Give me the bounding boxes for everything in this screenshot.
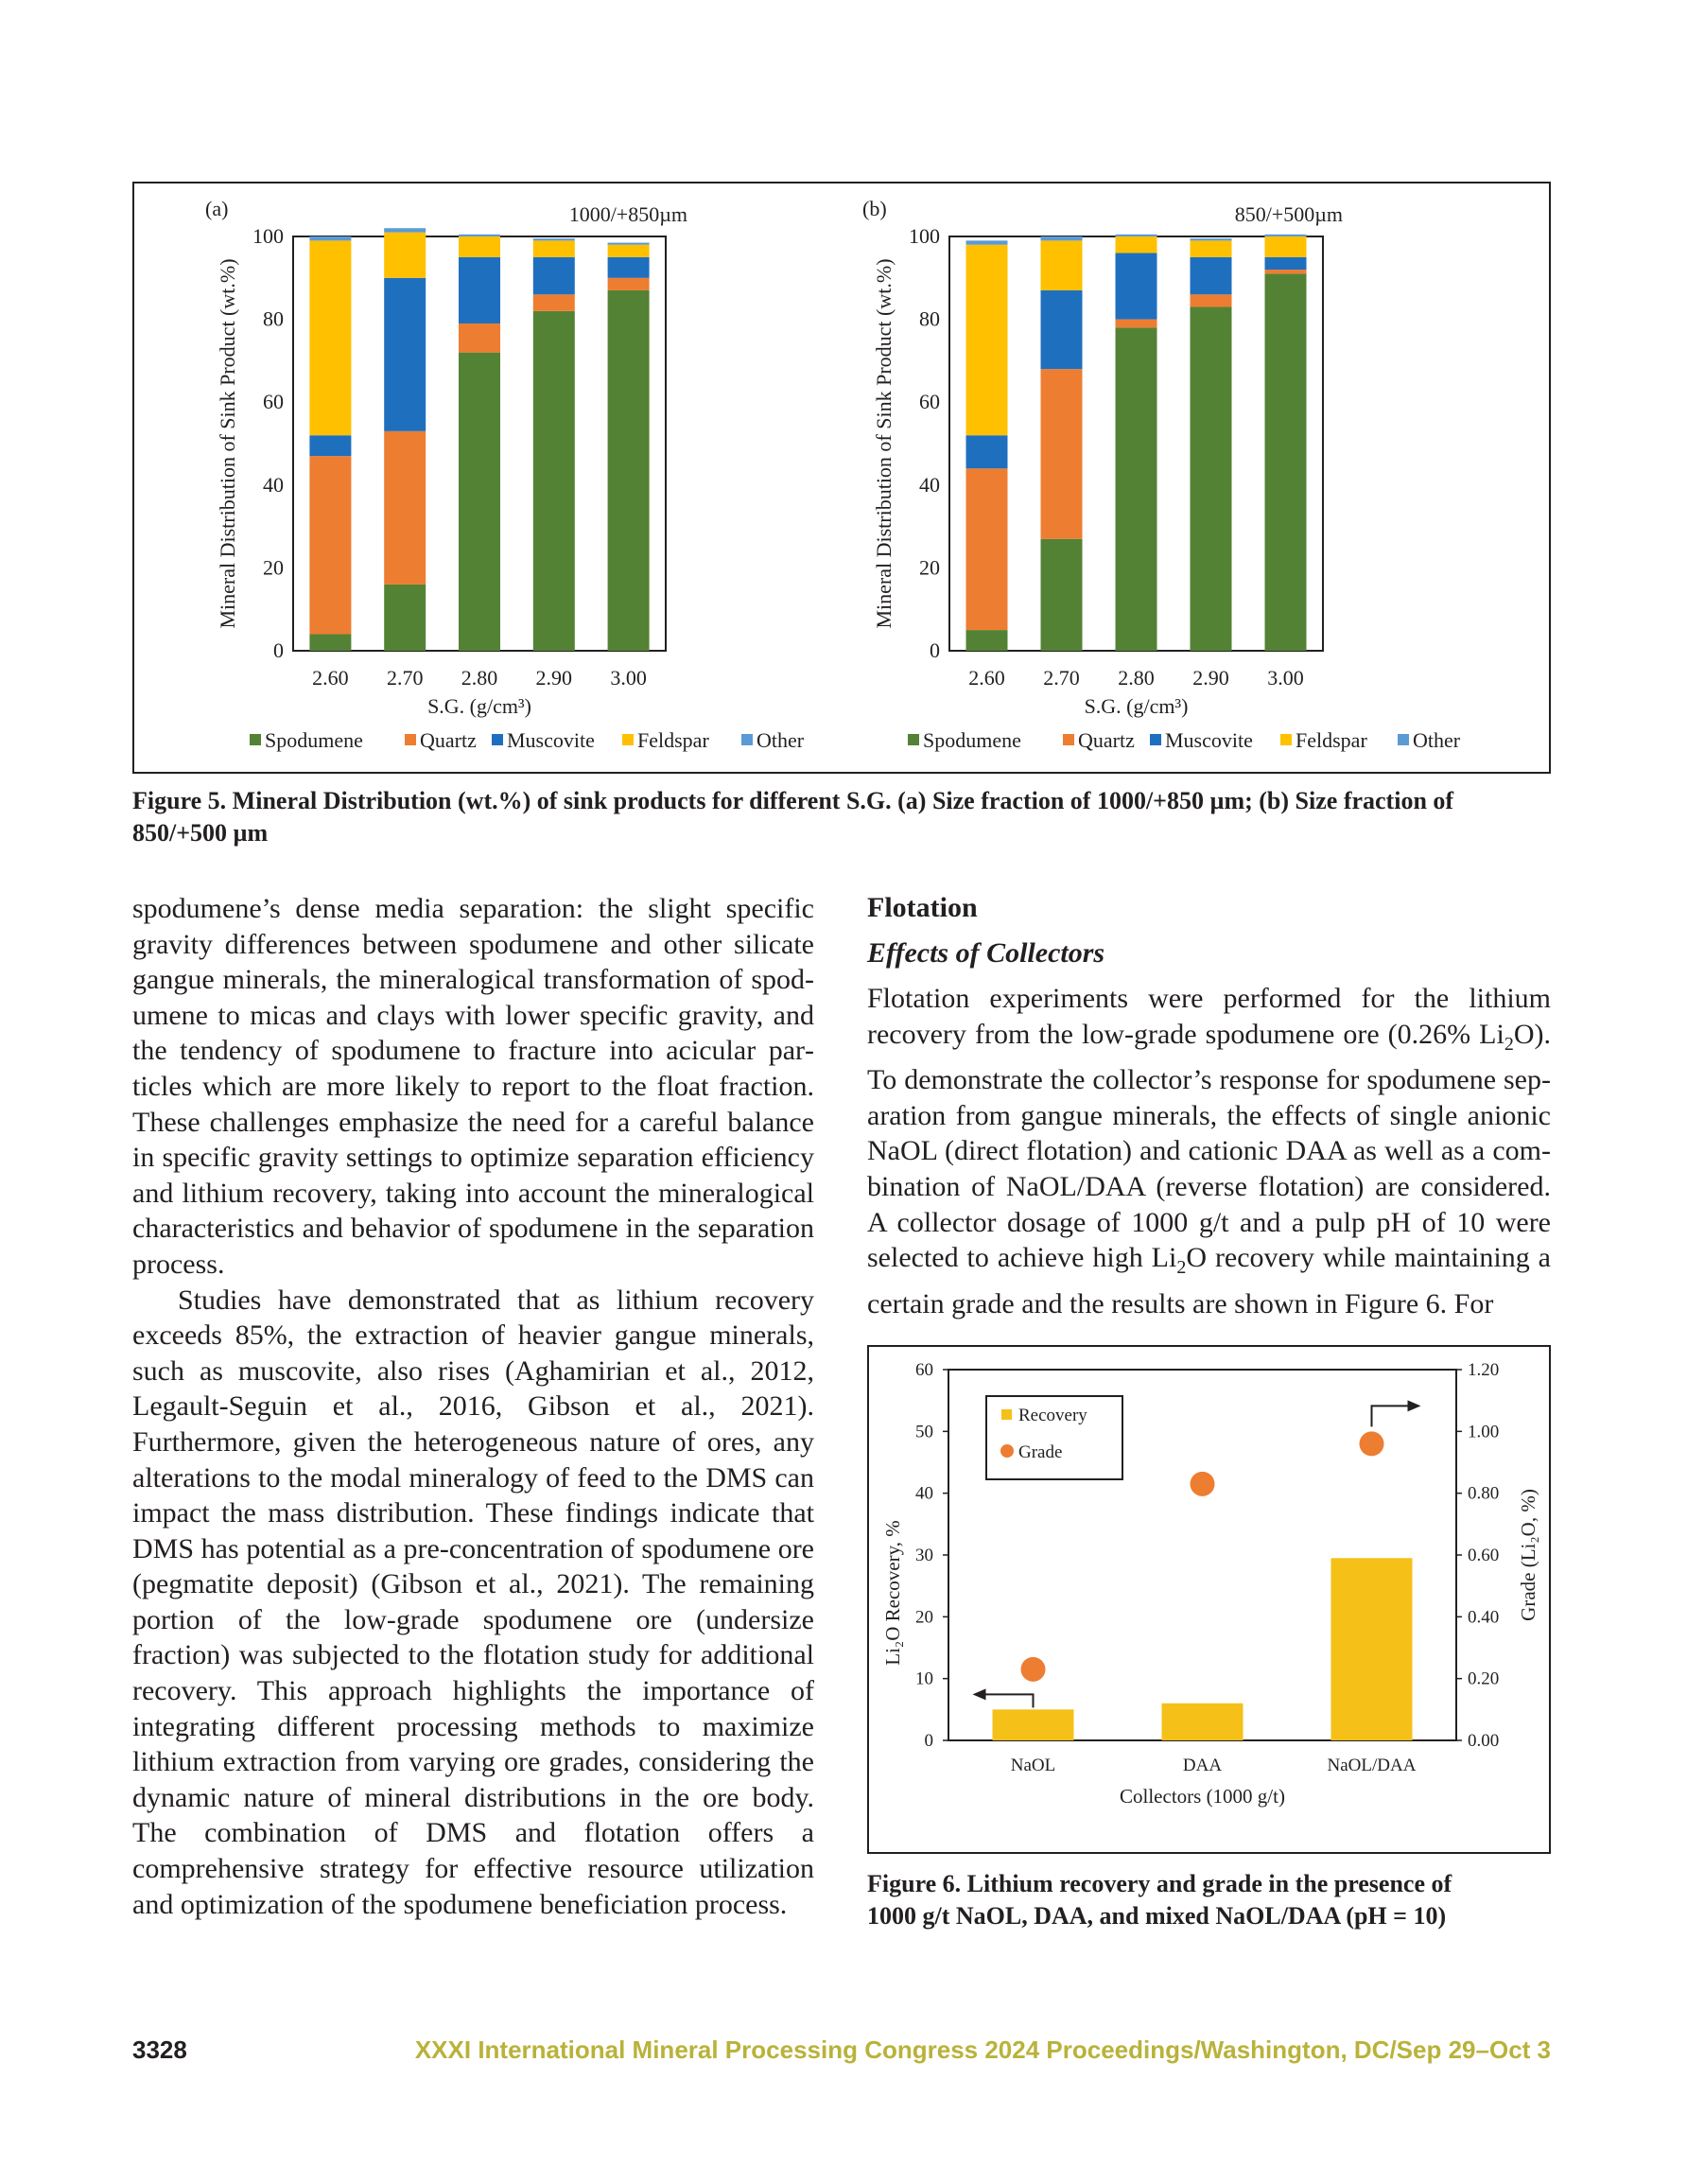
bar-segment-spodumene [966, 630, 1008, 651]
bar-segment-quartz [309, 456, 351, 634]
bar-segment-feldspar [1191, 240, 1232, 257]
legend-swatch-spodumene [908, 734, 919, 745]
figure-6-caption-line-2: 1000 g/t NaOL, DAA, and mixed NaOL/DAA (pH = 10) [867, 1902, 1447, 1930]
legend-label-recovery: Recovery [1018, 1406, 1087, 1425]
panel-size-label: 850/+500µm [1234, 202, 1343, 226]
grade-point [1191, 1472, 1215, 1496]
bar-segment-other [533, 238, 575, 240]
bar-segment-quartz [1265, 270, 1307, 273]
left-arrowhead [973, 1688, 986, 1700]
bar-segment-spodumene [608, 290, 650, 651]
bar-segment-spodumene [1191, 306, 1232, 651]
subscript-2: 2 [1504, 1033, 1514, 1055]
right-paragraph-1 [867, 981, 1551, 1321]
figure-6-box [867, 1345, 1551, 1854]
legend-swatch-recovery [1001, 1409, 1012, 1420]
x-tick-label: 2.80 [1118, 666, 1155, 690]
y-tick-label: 30 [915, 1546, 933, 1565]
figure-6-caption [867, 1868, 1551, 1932]
bar-segment-other [309, 236, 351, 240]
y2-tick-label: 0.00 [1468, 1731, 1500, 1751]
y2-tick-label: 0.60 [1468, 1546, 1500, 1565]
section-heading: Flotation [867, 892, 978, 923]
x-tick-label: NaOL/DAA [1327, 1756, 1417, 1775]
y-tick-label: 100 [909, 224, 940, 248]
left-paragraph-2: Studies have demonstrated that as lithium recovery exceeds 85%, the extraction of heavier gangue minerals, such as muscovite, also rises (Aghamirian et al., 2012, Legault-Seguin et al., 2016, Gibson et al., 2021). Furthermore, given the heterogeneous nature of ores, any alterations to the modal mineralogy of feed to the DMS can impact the mass distribution. These findings indicate that DMS has potential as a pre-concentration of spodumene ore (pegmatite deposit) (Gibson et al., 2021). The remaining portion of the low-grade spodumene ore (undersize fraction) was subjected to the flotation study for additional recovery. This approach highlights the importance of integrating different processing methods to maximize lithium extraction from varying ore grades, considering the dynamic nature of mineral distributions in the ore body. The combination of DMS and flotation offers a comprehensive strategy for effective resource utilization and optimization of the spodumene beneficiation process. [132, 1284, 814, 1920]
bar-segment-feldspar [966, 245, 1008, 435]
bar-segment-spodumene [1041, 539, 1083, 651]
legend-label-other: Other [757, 728, 805, 752]
bar-segment-feldspar [608, 245, 650, 257]
bar-segment-other [966, 240, 1008, 244]
bar-segment-muscovite [459, 257, 500, 323]
y-tick-label: 0 [930, 638, 940, 662]
bar-segment-spodumene [533, 311, 575, 651]
left-paragraph-1: spodumene’s dense media separation: the slight specific gravity differences between spodumene and other silicate gangue minerals, the mineralogical transformation of spodumene to micas and clays with lower specific gravity, and the tendency of spodumene to fracture into acicular particles which are more likely to report to the float fraction. These challenges emphasize the need for a careful balance in specific gravity settings to optimize separation efficiency and lithium recovery, taking into account the mineralogical characteristics and behavior of spodumene in the separation process. [132, 893, 814, 1280]
legend-swatch-quartz [405, 734, 416, 745]
bar-segment-muscovite [1041, 290, 1083, 369]
x-tick-label: 2.80 [461, 666, 498, 690]
y-tick-label: 20 [263, 555, 284, 580]
figure-5-box [132, 182, 1551, 774]
bar-segment-feldspar [1116, 236, 1157, 253]
bar-segment-other [1265, 235, 1307, 236]
page-number: 3328 [132, 2035, 187, 2064]
y-tick-label: 80 [919, 306, 940, 331]
bar-segment-spodumene [384, 585, 426, 651]
y2-tick-label: 1.00 [1468, 1422, 1500, 1442]
right-paragraph-part-2: O). To demonstrate the collector’s response for spodumene separation from gangue minerals, the effects of single anionic NaOL (direct flotation) and cationic DAA as well as a combination of NaOL/DAA (reverse flotation) are considered. A collector dosage of 1000 g/t and a pulp pH of 10 were selected to achieve high Li [867, 1018, 1551, 1274]
y-tick-label: 80 [263, 306, 284, 331]
bar-segment-quartz [608, 278, 650, 290]
subscript-2b: 2 [1176, 1257, 1187, 1279]
legend-label-muscovite: Muscovite [507, 728, 595, 752]
legend-swatch-muscovite [1150, 734, 1161, 745]
y-tick-label: 60 [919, 390, 940, 414]
x-tick-label: 2.60 [968, 666, 1005, 690]
bar-segment-other [1116, 235, 1157, 236]
legend-swatch-grade [1000, 1444, 1014, 1458]
y-tick-label: 40 [915, 1483, 933, 1504]
bar-segment-feldspar [459, 236, 500, 257]
legend-label-quartz: Quartz [1078, 728, 1135, 752]
bar-segment-quartz [1041, 369, 1083, 539]
y-tick-label: 20 [915, 1607, 933, 1628]
bar-segment-quartz [384, 431, 426, 585]
y-tick-label: 50 [915, 1422, 933, 1442]
bar-segment-quartz [1116, 320, 1157, 328]
section-subheading: Effects of Collectors [867, 937, 1105, 969]
right-paragraph-part-1: Flotation experiments were performed for the lithium recovery from the low-grade spodumene ore (0.26% Li [867, 983, 1551, 1050]
recovery-bar [1162, 1704, 1244, 1740]
bar-segment-quartz [966, 468, 1008, 630]
bar-segment-muscovite [384, 278, 426, 431]
bar-segment-other [608, 243, 650, 245]
bar-segment-quartz [533, 294, 575, 311]
right-arrowhead [1408, 1400, 1421, 1411]
y-axis-label: Mineral Distribution of Sink Product (wt.%) [872, 258, 896, 629]
legend-label-feldspar: Feldspar [637, 728, 709, 752]
bar-segment-feldspar [1265, 236, 1307, 257]
bar-segment-other [459, 235, 500, 236]
bar-segment-muscovite [608, 257, 650, 278]
legend-label-other: Other [1413, 728, 1461, 752]
figure-6-chart [869, 1347, 1553, 1856]
bar-segment-other [384, 228, 426, 232]
x-tick-label: 2.70 [1043, 666, 1080, 690]
legend-label-feldspar: Feldspar [1296, 728, 1367, 752]
x-tick-label: 2.70 [386, 666, 424, 690]
legend-swatch-feldspar [622, 734, 634, 745]
right-paragraph-part-3: O recovery while maintaining a certain grade and the results are shown in Figure 6. For [867, 1242, 1551, 1319]
y-tick-label: 60 [263, 390, 284, 414]
panel-label: (b) [862, 197, 887, 220]
bar-segment-quartz [459, 323, 500, 353]
x-tick-label: 3.00 [610, 666, 647, 690]
recovery-bar [1331, 1558, 1413, 1740]
y2-tick-label: 0.20 [1468, 1669, 1500, 1689]
bar-segment-spodumene [1116, 327, 1157, 651]
panel-size-label: 1000/+850µm [568, 202, 687, 226]
bar-segment-spodumene [1265, 273, 1307, 651]
y-tick-label: 0 [924, 1731, 933, 1751]
bar-segment-feldspar [533, 240, 575, 257]
y2-tick-label: 0.80 [1468, 1483, 1500, 1504]
y-tick-label: 20 [919, 555, 940, 580]
bar-segment-feldspar [384, 233, 426, 278]
bar-segment-feldspar [309, 240, 351, 435]
bar-segment-other [1191, 238, 1232, 240]
left-axis-arrow [984, 1694, 1034, 1707]
legend-label-muscovite: Muscovite [1165, 728, 1253, 752]
bar-segment-other [1041, 236, 1083, 240]
legend-swatch-quartz [1063, 734, 1074, 745]
y-tick-label: 40 [263, 472, 284, 497]
legend-swatch-spodumene [250, 734, 261, 745]
y2-tick-label: 0.40 [1468, 1607, 1500, 1628]
bar-segment-feldspar [1041, 240, 1083, 290]
grade-point [1021, 1657, 1046, 1682]
left-column [132, 891, 814, 1922]
bar-segment-muscovite [1265, 257, 1307, 270]
x-tick-label: DAA [1182, 1756, 1223, 1775]
bar-segment-muscovite [309, 435, 351, 456]
x-tick-label: 2.90 [1192, 666, 1229, 690]
figure-5-caption: Figure 5. Mineral Distribution (wt.%) of sink products for different S.G. (a) Size fraction of 1000/+850 µm; (b) Size fraction of 850/+500 µm [132, 787, 1454, 847]
y-tick-label: 0 [273, 638, 284, 662]
x-tick-label: 3.00 [1267, 666, 1304, 690]
x-tick-label: 2.90 [535, 666, 573, 690]
y-tick-label: 40 [919, 472, 940, 497]
x-axis-label: S.G. (g/cm³) [427, 694, 531, 718]
y2-axis-label: Grade (Li₂O, %) [1517, 1489, 1539, 1621]
x-tick-label: 2.60 [312, 666, 349, 690]
legend-swatch-other [1398, 734, 1409, 745]
x-axis-label: Collectors (1000 g/t) [1120, 1785, 1285, 1808]
legend-swatch-other [741, 734, 753, 745]
bar-segment-muscovite [966, 435, 1008, 468]
figure-5-charts [134, 183, 1553, 776]
figure-6-caption-line-1: Figure 6. Lithium recovery and grade in the presence of [867, 1870, 1452, 1897]
y-tick-label: 10 [915, 1669, 933, 1689]
panel-label: (a) [205, 197, 229, 220]
legend-label-spodumene: Spodumene [265, 728, 363, 752]
legend-swatch-feldspar [1280, 734, 1292, 745]
y-tick-label: 60 [915, 1360, 933, 1380]
x-tick-label: NaOL [1010, 1756, 1056, 1775]
legend-label-spodumene: Spodumene [923, 728, 1021, 752]
bar-segment-quartz [1191, 294, 1232, 306]
bar-segment-spodumene [459, 353, 500, 651]
grade-point [1360, 1431, 1384, 1456]
legend-label-quartz: Quartz [420, 728, 477, 752]
y-axis-label: Mineral Distribution of Sink Product (wt.%) [216, 258, 239, 629]
legend-label-grade: Grade [1018, 1442, 1063, 1462]
y-tick-label: 100 [252, 224, 284, 248]
bar-segment-spodumene [309, 634, 351, 651]
legend-swatch-muscovite [492, 734, 503, 745]
bar-segment-muscovite [1191, 257, 1232, 294]
conference-footer: XXXI International Mineral Processing Congress 2024 Proceedings/Washington, DC/Sep 29–Oct 3 [414, 2035, 1551, 2064]
y2-tick-label: 1.20 [1468, 1360, 1500, 1380]
y-axis-label: Li₂O Recovery, % [881, 1520, 904, 1666]
bar-segment-muscovite [1116, 253, 1157, 320]
right-column [867, 981, 1551, 1321]
right-axis-arrow [1372, 1406, 1410, 1426]
bar-segment-muscovite [533, 257, 575, 294]
recovery-bar [993, 1709, 1074, 1740]
x-axis-label: S.G. (g/cm³) [1084, 694, 1189, 718]
